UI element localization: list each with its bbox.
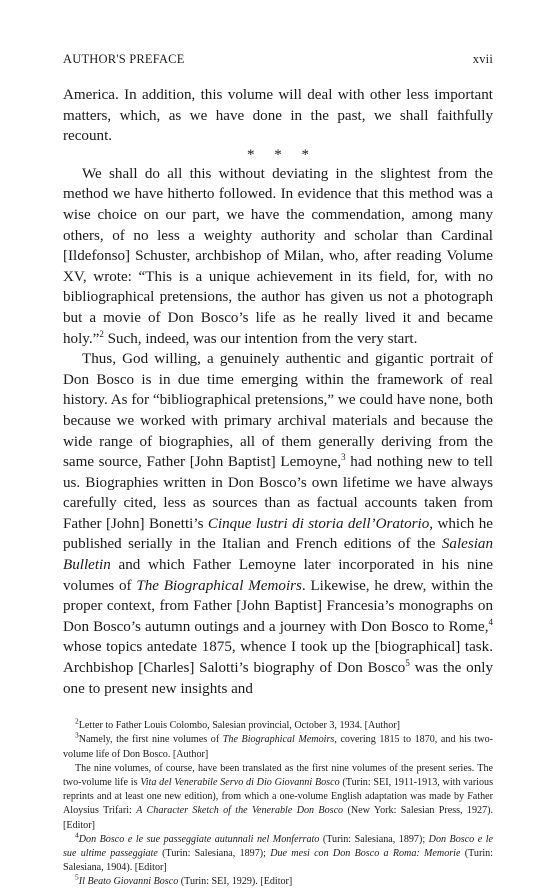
footnote-marker: 4 (488, 616, 493, 627)
footnote-3: $^3$Namely, the first nine volumes of The Biographical Memoirs, covering 1815 to 1870, and his two-volume life of Don Bosco. [Author] (63, 731, 494, 760)
running-head (63, 52, 493, 67)
footnote-marker: 3 (341, 452, 346, 463)
paragraph-portrait: Thus, God willing, a genuinely authentic and gigantic portrait of Don Bosco is in due time emerging within the framework of real history. As for “bibliographical pretensions,” we could have none, both because we worked with primary archival materials and because the wide range of biographies, all of them generally deriving from the same source, Father [John Baptist] Lemoyne,$^3$ had nothing new to tell us. Biographies written in Don Bosco’s own lifetime we have always carefully cited, less as sources than as factual accounts taken from Father [John] Bonetti’s Cinque lustri di storia dell’Oratorio, which he published serially in the Italian and French editions of the Salesian Bulletin and which Father Lemoyne later incorporated in his nine volumes of The Biographical Memoirs. Likewise, he drew, within the proper context, from Father [John Baptist] Francesia’s monographs on Don Bosco’s autumn outings and a journey with Don Bosco to Rome,$^4$ whose topics antedate 1875, whence I took up the [biographical] task. Archbishop [Charles] Salotti’s biography of Don Bosco$^5$ was the only one to present new insights and (63, 351, 494, 697)
italic-title: Don Bosco e le sue ultime passeggiate (63, 833, 494, 860)
footnote-marker: 2 (99, 328, 104, 339)
body-text (63, 85, 493, 699)
footnote-marker: 4 (75, 830, 79, 840)
page-number: xvii (472, 52, 493, 66)
footnote-marker: 3 (75, 731, 79, 741)
running-head-title: AUTHOR'S PREFACE (63, 52, 185, 66)
italic-title: A Character Sketch of the Venerable Don Bosco (136, 805, 344, 817)
italic-title: Il Beato Giovanni Bosco (78, 876, 179, 888)
footnote-marker: 5 (405, 658, 410, 668)
footnote-3-continued: The nine volumes, of course, have been translated as the first nine volumes of the present series. The two-volume life is Vita del Venerabile Servo di Dio Giovanni Bosco (Turin: SEI, 1911-1913, with various reprints and at least one new edition), from which a one-volume English adaptation was made by Father Aloysius Trifari: A Character Sketch of the Venerable Don Bosco (New York: Salesian Press, 1927). [Editor] (63, 762, 494, 831)
footnote-5: $^5$Il Beato Giovanni Bosco (Turin: SEI, 1929). [Editor] (75, 873, 293, 888)
paragraph-continued: America. In addition, this volume will deal with other less important matters, which, as we have done in the past, we shall faithfully recount. (63, 87, 493, 145)
italic-title: The Biographical Memoirs (222, 734, 335, 746)
italic-title: Vita del Venerabile Servo di Dio Giovanni Bosco (140, 777, 340, 789)
paragraph-method: We shall do all this without deviating in the slightest from the method we have hitherto followed. In evidence that this method was a wise choice on our part, we have the commendation, among many others, of no less a weighty authority and scholar than Cardinal [Ildefonso] Schuster, archbishop of Milan, who, after reading Volume XV, wrote: “This is a unique achievement in its field, for, with no bibliographical pretensions, the author has given us not a photograph but a movie of Don Bosco’s life as he really lived it and became holy.”$^2$ Such, indeed, was our intention from the very start. (63, 165, 493, 347)
italic-title: Due mesi con Don Bosco a Roma: Memorie (270, 848, 461, 860)
section-separator: * * * (247, 146, 317, 163)
italic-title: Cinque lustri di storia dell’Oratorio (207, 515, 430, 532)
footnotes (63, 716, 494, 889)
italic-title: Don Bosco e le sue passeggiate autunnali nel Monferrato (78, 833, 320, 845)
footnote-marker: 2 (75, 716, 79, 726)
footnote-marker: 5 (75, 873, 79, 883)
footnote-2: $^2$Letter to Father Louis Colombo, Salesian provincial, October 3, 1934. [Author] (75, 716, 401, 732)
italic-title: Salesian Bulletin (63, 536, 493, 574)
book-page (63, 52, 493, 890)
italic-title: The Biographical Memoirs (136, 577, 302, 594)
footnote-4: $^4$Don Bosco e le sue passeggiate autunnali nel Monferrato (Turin: Salesiana, 1897); Don Bosco e le sue ultime passeggiate (Turin: Salesiana, 1897); Due mesi con Don Bosco a Roma: Memorie (Turin: Salesiana, 1904). [Editor] (63, 830, 494, 874)
